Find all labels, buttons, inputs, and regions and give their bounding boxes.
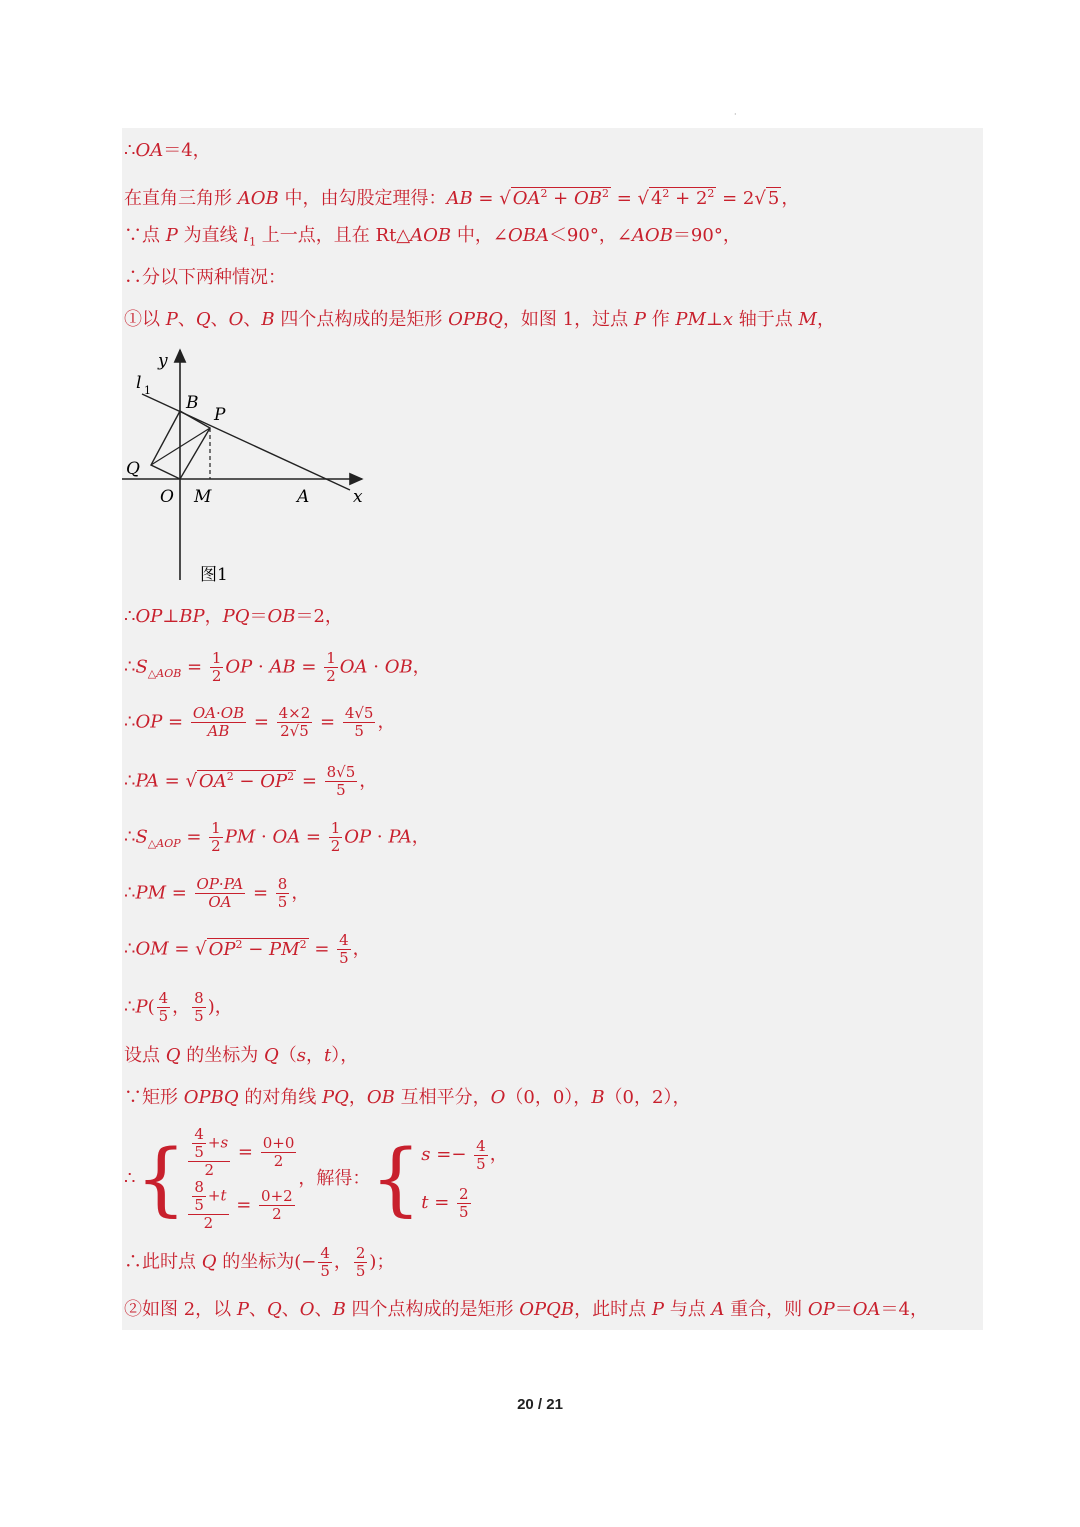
line-op-value: ∴OP = $\frac{OA\cdot OB}{AB}$ = $\frac{4\times 2}{2√5}$ = $\frac{4√5}{5}$ ， (124, 704, 396, 740)
line-area-aob: $\therefore S_{\triangle AOB}$ = $\frac{1}{2}$ OP · AB = $\frac{1}{2}$ OA · OB， (124, 649, 431, 685)
line-case-1: ①以 P、Q、O、B 四个点构成的是矩形 OPBQ，如图 1，过点 P 作 PM⊥x 轴于点 M， (124, 309, 835, 330)
line-pm-value: ∴PM = $\frac{OP\cdot PA}{OA}$ = $\frac{8}{5}$ ， (124, 875, 310, 911)
line-cases: ∴分以下两种情况： (124, 267, 286, 288)
line-pa-value: ∴PA = √ $OA^2 - OP^2$ = $\frac{8√5}{5}$ ， (124, 763, 378, 799)
line-point-p: ∵点 P 为直线 $l_1$ 上一点，且在 Rt△AOB 中，∠OBA＜90°，∠AOB＝90°， (124, 225, 741, 249)
stray-mark: · (734, 110, 737, 119)
label-l1-sub: 1 (144, 384, 151, 397)
label-m: M (194, 487, 212, 507)
label-l1: l (136, 373, 142, 393)
line-pythagoras: 在直角三角形 AOB 中，由勾股定理得：AB = √ $OA^2 + OB^2$ = √ $4^2 + 2^2 = 2√$ 5 ， (124, 187, 800, 209)
line-area-aop: $\therefore S_{\triangle AOP}$ = $\frac{1}{2}$ PM · OA = $\frac{1}{2}$ OP · PA， (124, 819, 430, 855)
label-q: Q (126, 459, 140, 479)
figure-caption: 图1 (200, 565, 228, 585)
line-system: ∴{ $\frac{4}{5}$ +s 2 = $\frac{0+0}{2}$ $\frac{8}{5}$ +t 2 = $\frac{0+2}{2}$ ，解得：{ s =− $\frac{4}{5}$ ， t = $\frac{2}{5}$ (124, 1125, 508, 1232)
label-a: A (297, 487, 310, 507)
line-diagonals: ∵矩形 OPBQ 的对角线 PQ，OB 互相平分，O（0，0），B（0，2）， (124, 1087, 691, 1108)
line-q-coords: ∴此时点 Q 的坐标为(− $\frac{4}{5}$ ， $\frac{2}{5}$ )； (124, 1244, 395, 1280)
figure-1 (122, 342, 372, 592)
line-oa: ∴OA＝4， (124, 140, 211, 161)
line-case-2: ②如图 2，以 P、Q、O、B 四个点构成的是矩形 OPQB，此时点 P 与点 A 重合，则 OP＝OA＝4， (124, 1299, 928, 1320)
page-number: 20 / 21 (517, 1396, 563, 1413)
line-set-q: 设点 Q 的坐标为 Q（s，t）， (124, 1045, 359, 1066)
label-b: B (186, 393, 199, 413)
label-p: P (214, 405, 226, 425)
label-y: y (158, 351, 168, 371)
label-x: x (353, 487, 363, 507)
label-o: O (160, 487, 174, 507)
line-om-value: ∴OM = √ $OP^2 - PM^2$ = $\frac{4}{5}$ ， (124, 931, 371, 967)
line-op-perp-bp: ∴OP⊥BP，PQ＝OB＝2， (124, 606, 343, 627)
line-p-coords: ∴P( $\frac{4}{5}$ ， $\frac{8}{5}$ )， (124, 989, 233, 1025)
